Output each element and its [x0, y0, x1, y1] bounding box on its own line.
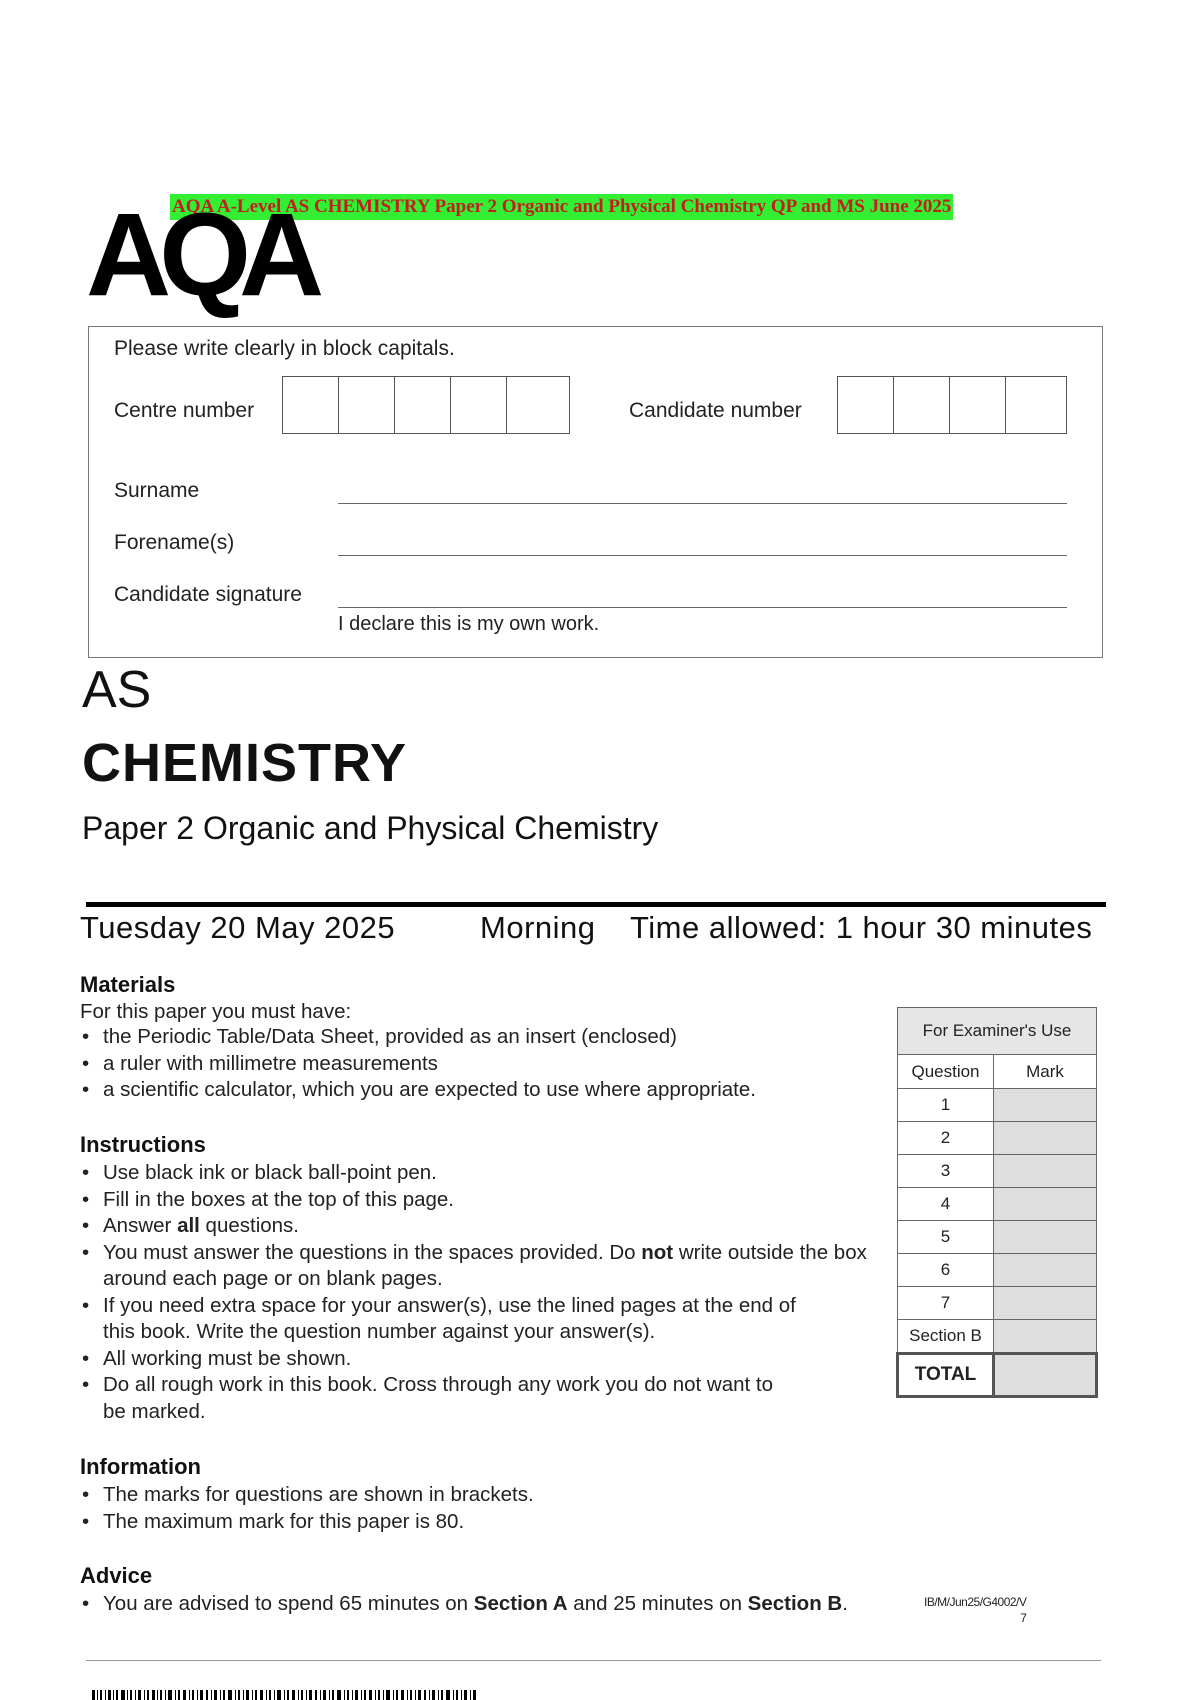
mark-cell: [994, 1188, 1097, 1221]
question-number: 1: [898, 1089, 994, 1122]
materials-section: [80, 972, 880, 1104]
materials-intro: For this paper you must have:: [80, 1000, 352, 1023]
list-item: • Fill in the boxes at the top of this page.: [80, 1187, 870, 1214]
instructions-heading: Instructions: [80, 1132, 206, 1157]
exam-date: Tuesday 20 May 2025: [80, 910, 396, 945]
mark-cell: [994, 1287, 1097, 1320]
materials-heading: Materials: [80, 972, 176, 997]
candidate-details-box: [88, 326, 1103, 658]
list-item: • the Periodic Table/Data Sheet, provided as an insert (enclosed): [80, 1024, 880, 1051]
list-item: • You must answer the questions in the spaces provided. Do not write outside the box around each page or on blank pages.: [80, 1240, 870, 1293]
candidate-number-label: Candidate number: [629, 399, 802, 422]
total-mark-cell: [994, 1354, 1097, 1397]
mark-cell: [994, 1155, 1097, 1188]
question-number: 2: [898, 1122, 994, 1155]
centre-digit-box[interactable]: [339, 377, 395, 433]
signature-field[interactable]: [338, 607, 1067, 608]
declaration-text: I declare this is my own work.: [338, 613, 600, 635]
list-item: • The maximum mark for this paper is 80.: [80, 1509, 860, 1536]
surname-field[interactable]: [338, 503, 1067, 504]
question-number: 6: [898, 1254, 994, 1287]
centre-digit-box[interactable]: [283, 377, 339, 433]
mark-cell: [994, 1320, 1097, 1354]
examiners-use-header: For Examiner's Use: [898, 1008, 1097, 1055]
centre-number-boxes[interactable]: [282, 376, 570, 434]
list-item: • Use black ink or black ball-point pen.: [80, 1160, 870, 1187]
barcode-icon: [92, 1690, 477, 1700]
list-item: • The marks for questions are shown in brackets.: [80, 1482, 860, 1509]
header-divider: [86, 902, 1106, 907]
centre-digit-box[interactable]: [451, 377, 507, 433]
list-item: • You are advised to spend 65 minutes on Section A and 25 minutes on Section B.: [80, 1591, 920, 1618]
question-number: Section B: [898, 1320, 994, 1354]
total-label: TOTAL: [898, 1354, 994, 1397]
candidate-digit-box[interactable]: [1006, 377, 1062, 433]
surname-label: Surname: [114, 479, 200, 502]
paper-code: [924, 1594, 1026, 1626]
mark-cell: [994, 1089, 1097, 1122]
centre-digit-box[interactable]: [395, 377, 451, 433]
list-item: • a ruler with millimetre measurements: [80, 1051, 880, 1078]
advice-heading: Advice: [80, 1563, 153, 1588]
list-item: • Answer all questions.: [80, 1213, 870, 1240]
mark-cell: [994, 1254, 1097, 1287]
list-item: • If you need extra space for your answer(s), use the lined pages at the end of this book. Write the question number against your answer(s).: [80, 1293, 833, 1346]
aqa-logo: AQA: [86, 189, 313, 321]
paper-code-line: 7: [1020, 1611, 1027, 1625]
time-allowed: Time allowed: 1 hour 30 minutes: [630, 910, 1093, 945]
instructions-section: [80, 1132, 870, 1425]
subject-title: CHEMISTRY: [82, 733, 408, 793]
document-banner-title: AQA A-Level AS CHEMISTRY Paper 2 Organic and Physical Chemistry QP and MS June 2025: [170, 194, 953, 220]
question-number: 7: [898, 1287, 994, 1320]
forename-field[interactable]: [338, 555, 1067, 556]
level-title: AS: [82, 661, 152, 719]
list-item: • All working must be shown.: [80, 1346, 870, 1373]
information-section: [80, 1454, 860, 1535]
exam-session: Morning: [480, 910, 596, 945]
list-item: • Do all rough work in this book. Cross through any work you do not want to be marked.: [80, 1372, 793, 1425]
paper-code-line: IB/M/Jun25/G4002/V: [924, 1595, 1027, 1609]
paper-title: Paper 2 Organic and Physical Chemistry: [82, 810, 659, 846]
examiners-use-table: [896, 1007, 1098, 1398]
signature-label: Candidate signature: [114, 583, 302, 606]
forename-label: Forename(s): [114, 531, 235, 554]
mark-column-header: Mark: [994, 1055, 1097, 1089]
list-item: • a scientific calculator, which you are expected to use where appropriate.: [80, 1077, 880, 1104]
centre-number-label: Centre number: [114, 399, 255, 422]
information-heading: Information: [80, 1454, 201, 1479]
advice-section: [80, 1563, 920, 1618]
question-number: 3: [898, 1155, 994, 1188]
candidate-digit-box[interactable]: [838, 377, 894, 433]
block-capitals-instruction: Please write clearly in block capitals.: [114, 337, 455, 360]
footer-divider: [86, 1660, 1101, 1661]
question-column-header: Question: [898, 1055, 994, 1089]
candidate-digit-box[interactable]: [950, 377, 1006, 433]
candidate-digit-box[interactable]: [894, 377, 950, 433]
mark-cell: [994, 1122, 1097, 1155]
question-number: 5: [898, 1221, 994, 1254]
centre-digit-box[interactable]: [507, 377, 563, 433]
mark-cell: [994, 1221, 1097, 1254]
question-number: 4: [898, 1188, 994, 1221]
candidate-number-boxes[interactable]: [837, 376, 1067, 434]
